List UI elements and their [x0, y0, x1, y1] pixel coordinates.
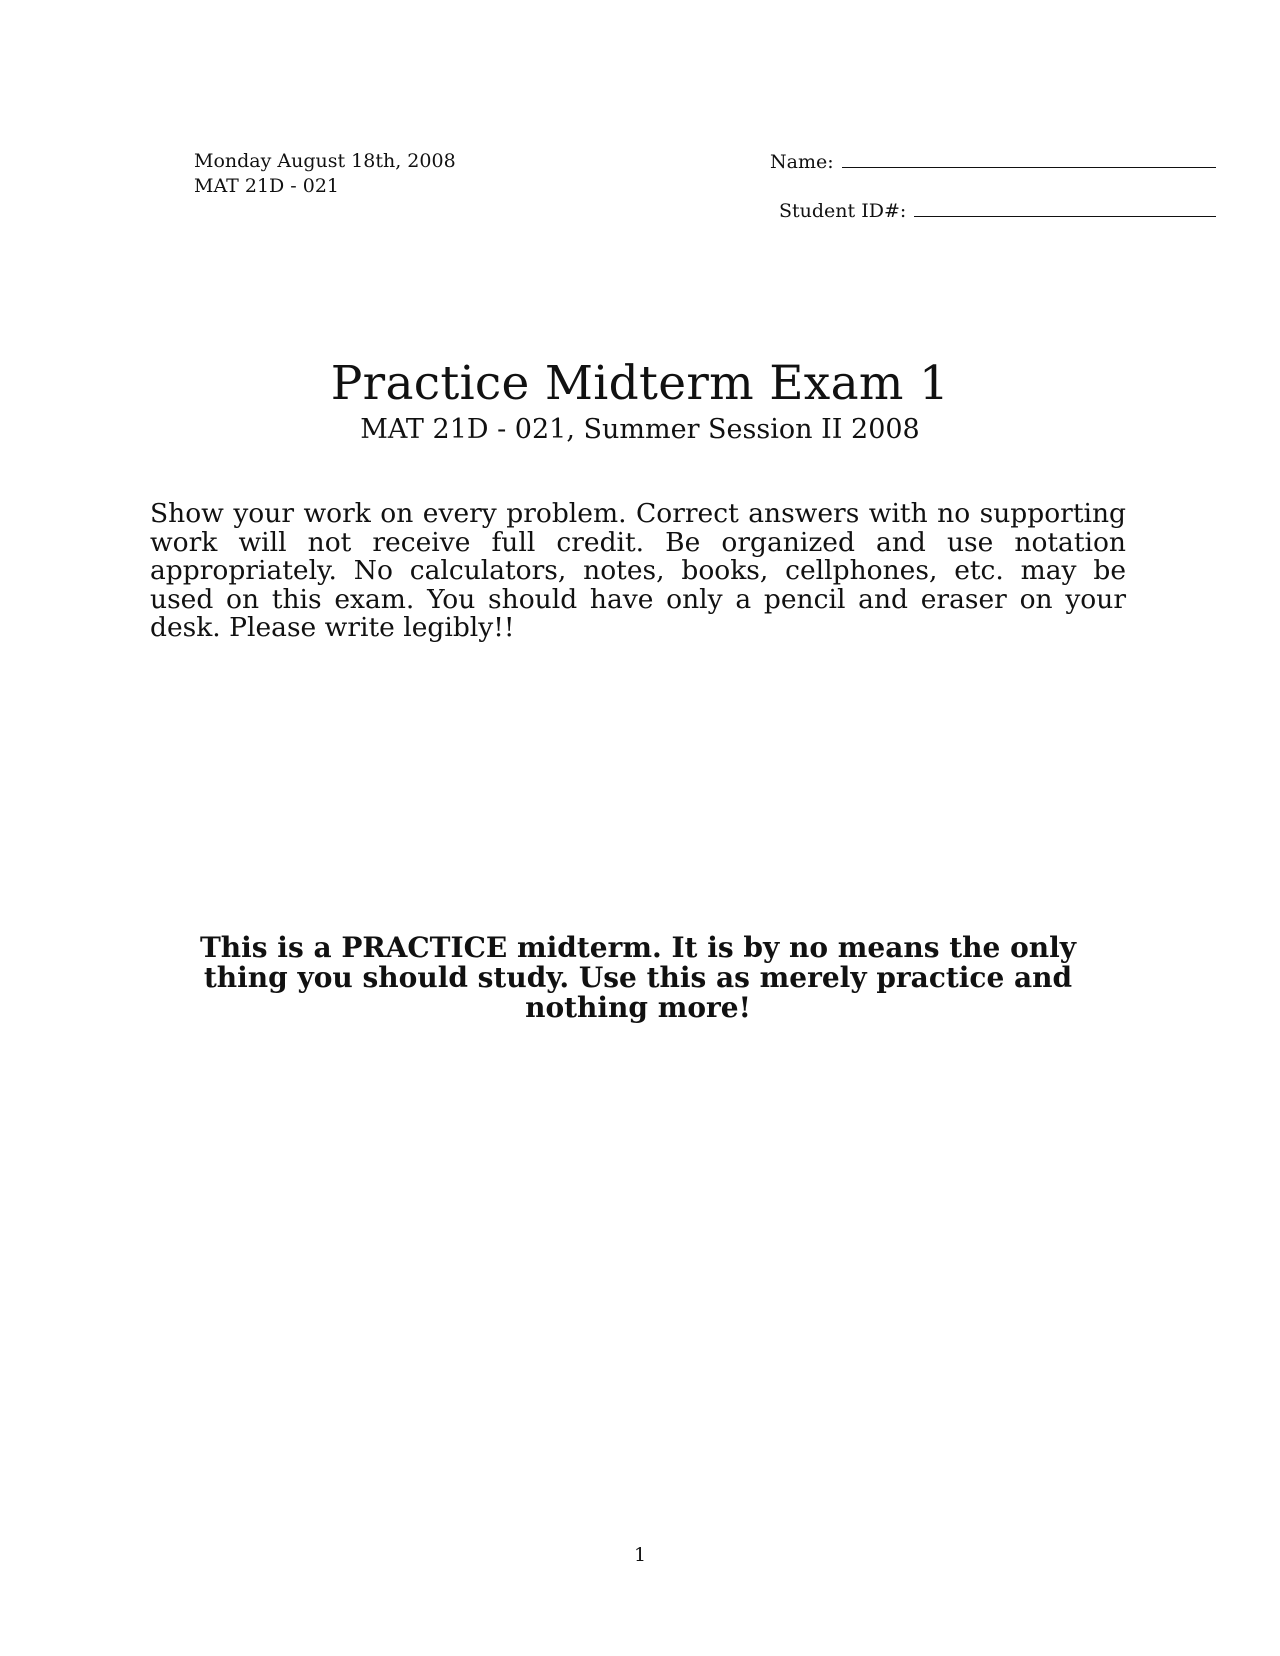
student-id-field-line [914, 198, 1216, 217]
header-left [194, 149, 456, 199]
student-id-label: Student ID#: [779, 200, 907, 222]
course-code: MAT 21D - 021 [194, 175, 340, 197]
exam-title: Practice Midterm Exam 1 [330, 356, 950, 411]
student-id-field-row [779, 198, 1216, 223]
name-field-row [770, 149, 1216, 174]
practice-notice: This is a PRACTICE midterm. It is by no means the only thing you should study. Use this as merely practice and nothing more! [199, 931, 1077, 1024]
header-right [770, 149, 1216, 223]
exam-date: Monday August 18th, 2008 [194, 150, 456, 172]
exam-subtitle: MAT 21D - 021, Summer Session II 2008 [360, 414, 920, 445]
name-field-line [842, 149, 1216, 168]
name-label: Name: [770, 151, 834, 173]
title-block [0, 356, 1280, 446]
instructions-paragraph: Show your work on every problem. Correct answers with no supporting work will not receive full credit. Be organized and use notation appropriately. No calculators, notes, books, cellphones, etc. may be used on this exam. You should have only a pencil and eraser on your desk. Please write legibly!! [150, 498, 1126, 643]
page-number: 1 [633, 1544, 647, 1566]
